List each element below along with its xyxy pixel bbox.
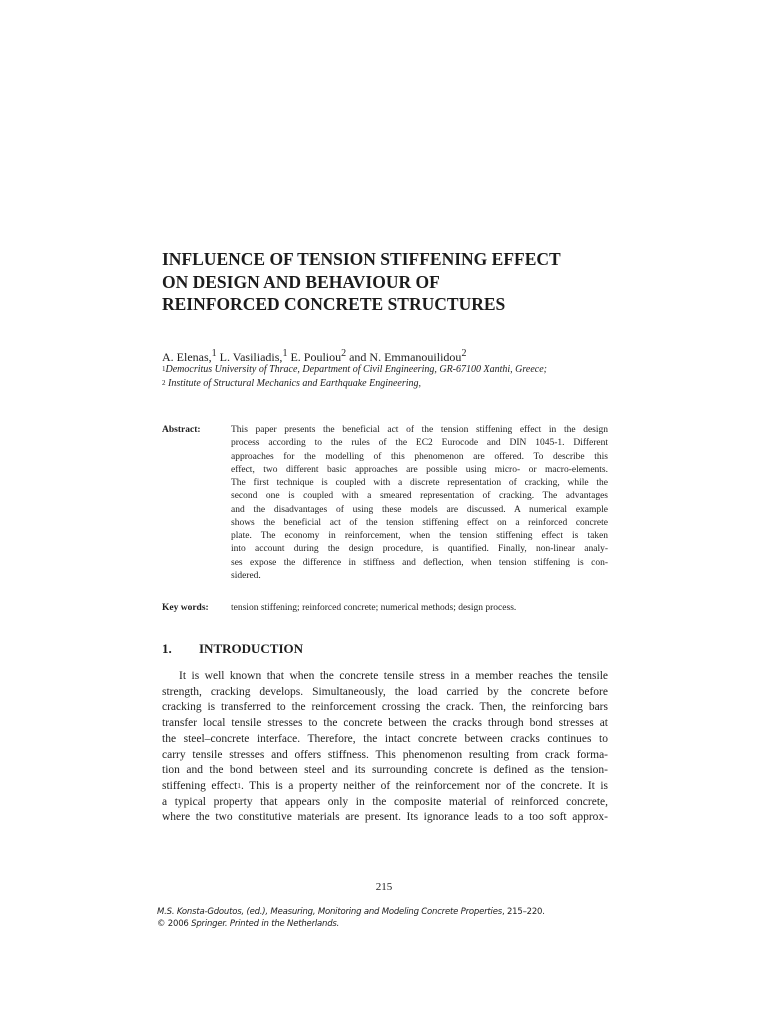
abstract-body: [231, 424, 608, 583]
body-line: where the two constitutive materials are present. Its ignorance leads to a too soft approx-: [162, 811, 608, 824]
author-4: and N. Emmanouilidou: [346, 350, 462, 364]
abstract-line: plate. The economy in reinforcement, when the tension stiffening effect is taken: [231, 531, 608, 541]
abstract-line: The first technique is coupled with a discrete representation of cracking, while the: [231, 478, 608, 488]
body-line: the steel–concrete interface. Therefore, the intact concrete between cracks continues to: [162, 732, 608, 745]
reference-mark: 1: [237, 780, 242, 790]
body-line: strength, cracking develops. Simultaneously, the load carried by the concrete before: [162, 685, 608, 698]
citation-footer: [157, 906, 545, 930]
affiliation-1-mark: 1: [162, 365, 166, 373]
body-line: tion and the bond between steel and its surrounding concrete is defined as the tension-: [162, 764, 608, 777]
citation-copyright: © 2006: [157, 919, 192, 929]
body-line: It is well known that when the concrete tensile stress in a member reaches the tensile: [179, 670, 608, 682]
title-line-3: REINFORCED CONCRETE STRUCTURES: [162, 294, 506, 314]
abstract-line: This paper presents the beneficial act of the tension stiffening effect in the design: [231, 425, 608, 435]
introduction-body: [162, 669, 608, 826]
title-line-2: ON DESIGN AND BEHAVIOUR OF: [162, 271, 440, 292]
affiliation-1: [162, 364, 547, 376]
abstract-line: shows the beneficial act of the tension stiffening effect on a reinforced concrete: [231, 517, 608, 528]
abstract-line: sidered.: [231, 570, 261, 581]
author-list: [162, 347, 466, 364]
body-line: a typical property that appears only in the composite material of reinforced concrete,: [162, 795, 608, 808]
author-4-affil-mark: 2: [461, 348, 467, 359]
body-line: cracking is transferred to the reinforcement crossing the crack. Then, the reinforcing bars: [162, 701, 608, 714]
author-2-affil-mark: 1: [282, 348, 288, 359]
body-line: carry tensile stresses and offers stiffness. This phenomenon resulting from crack forma-: [162, 748, 608, 761]
abstract-line: approaches for the modelling of this phenomenon are offered. To describe this: [231, 451, 608, 462]
citation-line-2: [157, 918, 545, 930]
affiliation-1-text: Democritus University of Thrace, Department of Civil Engineering, GR-67100 Xanthi, Greece;: [165, 364, 547, 375]
abstract-line: process according to the rules of the EC2 Eurocode and DIN 1045-1. Different: [231, 438, 608, 449]
affiliation-2-mark: 2: [162, 379, 166, 387]
abstract-line: effect, two different basic approaches are possible using micro- or macro-elements.: [231, 464, 608, 475]
abstract-line: ses expose the difference in stiffness and deflection, when tension stiffening is con-: [231, 557, 608, 568]
citation-source: M.S. Konsta-Gdoutos, (ed.), Measuring, Monitoring and Modeling Concrete Properties: [157, 907, 502, 917]
affiliation-2-text: Institute of Structural Mechanics and Earthquake Engineering,: [165, 378, 422, 389]
body-line: transfer local tensile stresses to the concrete between the cracks through bond stresses at: [162, 717, 608, 730]
citation-publisher: Springer. Printed in the Netherlands.: [191, 919, 340, 929]
citation-pages: , 215–220.: [501, 907, 545, 917]
affiliation-2: [162, 378, 421, 390]
body-line: [162, 779, 608, 795]
abstract-line: into account during the design procedure, is quantified. Finally, non-linear analy-: [231, 544, 608, 555]
author-3: E. Pouliou: [287, 350, 342, 364]
abstract-line: second one is coupled with a smeared representation of cracking. The advantages: [231, 491, 608, 502]
abstract-label: Abstract:: [162, 425, 201, 435]
title-line-1: INFLUENCE OF TENSION STIFFENING EFFECT: [162, 249, 561, 269]
author-2: L. Vasiliadis,: [216, 350, 283, 364]
author-1-affil-mark: 1: [211, 348, 217, 359]
body-line-8-start: stiffening effect: [162, 779, 238, 792]
section-title: INTRODUCTION: [199, 641, 304, 656]
author-1: A. Elenas,: [162, 350, 212, 364]
body-line-8-end: . This is a property neither of the reinforcement nor of the concrete. It is: [241, 779, 608, 792]
page-number: 215: [375, 881, 393, 893]
section-number: 1.: [162, 641, 172, 656]
abstract-line: and the disadvantages of using these models are discussed. A numerical example: [231, 504, 608, 515]
keywords-label: Key words:: [162, 603, 209, 613]
paper-title: [162, 248, 632, 316]
citation-line-1: [157, 906, 545, 918]
keywords-text: tension stiffening; reinforced concrete; numerical methods; design process.: [231, 603, 517, 613]
author-3-affil-mark: 2: [341, 348, 347, 359]
